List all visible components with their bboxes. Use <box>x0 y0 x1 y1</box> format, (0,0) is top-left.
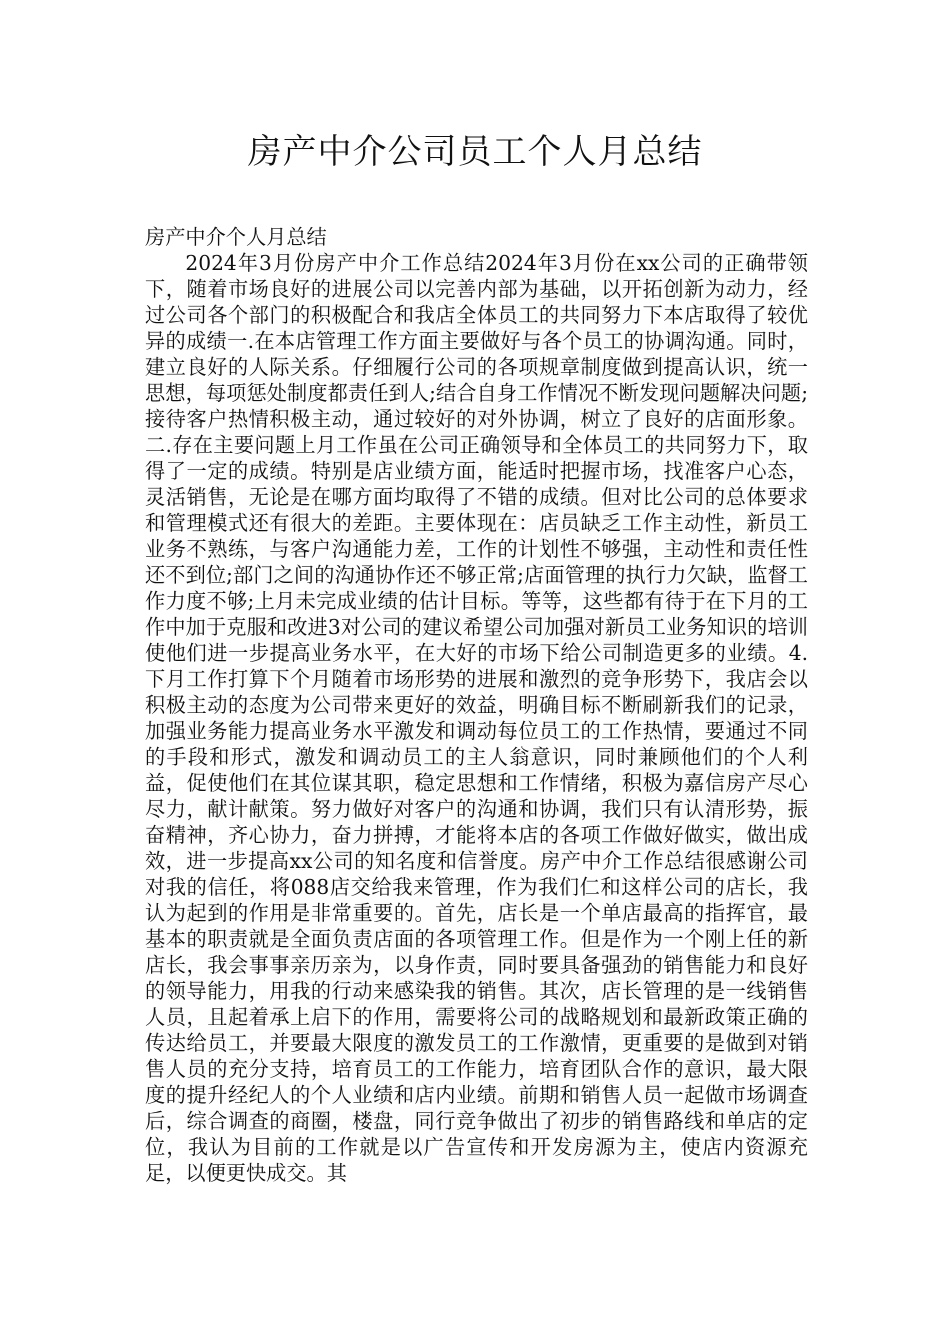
body-paragraph: 2024年3月份房产中介工作总结2024年3月份在xx公司的正确带领下，随着市场良好的进展公司以完善内部为基础，以开拓创新为动力，经过公司各个部门的积极配合和我店全体员工的共同努力下本店取得了较优异的成绩一.在本店管理工作方面主要做好与各个员工的协调沟通。同时，建立良好的人际关系。仔细履行公司的各项规章制度做到提高认识，统一思想，每项惩处制度都责任到人;结合自身工作情况不断发现问题解决问题;接待客户热情积极主动，通过较好的对外协调，树立了良好的店面形象。二.存在主要问题上月工作虽在公司正确领导和全体员工的共同努力下，取得了一定的成绩。特别是店业绩方面，能适时把握市场，找准客户心态，灵活销售，无论是在哪方面均取得了不错的成绩。但对比公司的总体要求和管理模式还有很大的差距。主要体现在：店员缺乏工作主动性，新员工业务不熟练，与客户沟通能力差，工作的计划性不够强，主动性和责任性还不到位;部门之间的沟通协作还不够正常;店面管理的执行力欠缺，监督工作力度不够;上月未完成业绩的估计目标。等等，这些都有待于在下月的工作中加于克服和改进3对公司的建议希望公司加强对新员工业务知识的培训使他们进一步提高业务水平，在大好的市场下给公司制造更多的业绩。4.下月工作打算下个月随着市场形势的进展和激烈的竞争形势下，我店会以积极主动的态度为公司带来更好的效益，明确目标不断刷新我们的记录，加强业务能力提高业务水平激发和调动每位员工的工作热情，要通过不同的手段和形式，激发和调动员工的主人翁意识，同时兼顾他们的个人利益，促使他们在其位谋其职，稳定思想和工作情绪，积极为嘉信房产尽心尽力，献计献策。努力做好对客户的沟通和协调，我们只有认清形势，振奋精神，齐心协力，奋力拼搏，才能将本店的各项工作做好做实，做出成效，进一步提高xx公司的知名度和信誉度。房产中介工作总结很感谢公司对我的信任，将088店交给我来管理，作为我们仁和这样公司的店长，我认为起到的作用是非常重要的。首先，店长是一个单店最高的指挥官，最基本的职责就是全面负责店面的各项管理工作。但是作为一个刚上任的新店长，我会事事亲历亲为，以身作责，同时要具备强劲的销售能力和良好的领导能力，用我的行动来感染我的销售。其次，店长管理的是一线销售人员，且起着承上启下的作用，需要将公司的战略规划和最新政策正确的传达给员工，并要最大限度的激发员工的工作激情，更重要的是做到对销售人员的充分支持，培育员工的工作能力，培育团队合作的意识，最大限度的提升经纪人的个人业绩和店内业绩。前期和销售人员一起做市场调查后，综合调查的商圈，楼盘，同行竞争做出了初步的销售路线和单店的定位，我认为目前的工作就是以广告宣传和开发房源为主，使店内资源充足，以便更快成交。其 <box>145 251 808 1185</box>
document-body <box>145 224 808 1186</box>
document-subtitle: 房产中介个人月总结 <box>145 225 327 249</box>
document-title: 房产中介公司员工个人月总结 <box>247 132 703 172</box>
